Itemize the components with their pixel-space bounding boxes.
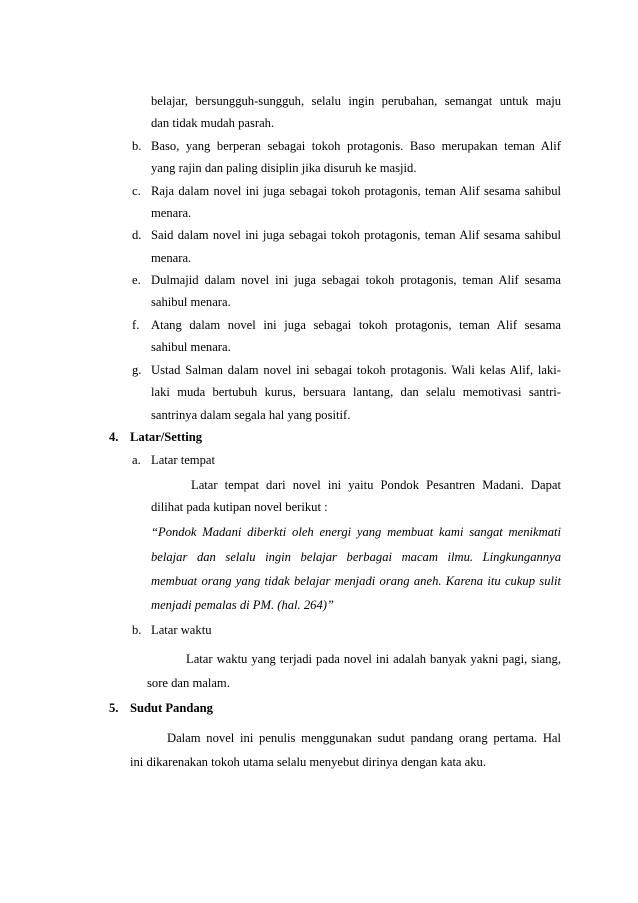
section-4-number: 4. (109, 430, 119, 444)
character-baso-line-1: Baso, yang berperan sebagai tokoh protagonis. Baso merupakan teman Alif (151, 139, 561, 153)
continuation-line-1: belajar, bersungguh-sungguh, selalu ingin perubahan, semangat untuk maju (151, 94, 561, 108)
latar-tempat-para-line-1: Latar tempat dari novel ini yaitu Pondok Pesantren Madani. Dapat (191, 478, 561, 492)
latar-tempat-label: Latar tempat (151, 453, 215, 467)
character-atang-line-1: Atang dalam novel ini juga sebagai tokoh protagonis, teman Alif sesama (151, 318, 561, 332)
quote-line-1: “Pondok Madani diberkti oleh energi yang membuat kami sangat menikmati (151, 525, 561, 539)
character-raja-line-1: Raja dalam novel ini juga sebagai tokoh protagonis, teman Alif sesama sahibul (151, 184, 561, 198)
character-salman-line-1: Ustad Salman dalam novel ini sebagai tokoh protagonis. Wali kelas Alif, laki- (151, 363, 561, 377)
character-said-line-1: Said dalam novel ini juga sebagai tokoh protagonis, teman Alif sesama sahibul (151, 228, 561, 242)
sudut-pandang-para-line-2: ini dikarenakan tokoh utama selalu menyebut dirinya dengan kata aku. (130, 755, 487, 769)
character-raja-line-2: menara. (151, 206, 192, 220)
character-said-line-2: menara. (151, 251, 192, 265)
list-marker-e: e. (132, 273, 141, 287)
section-5-title: Sudut Pandang (130, 701, 213, 715)
character-baso-line-2: yang rajin dan paling disiplin jika disuruh ke masjid. (151, 161, 417, 175)
list-marker-4a: a. (132, 453, 141, 467)
section-5-number: 5. (109, 701, 119, 715)
latar-tempat-para-line-2: dilihat pada kutipan novel berikut : (151, 500, 328, 514)
quote-line-4: menjadi pemalas di PM. (hal. 264)” (151, 598, 334, 612)
character-dulmajid-line-2: sahibul menara. (151, 295, 231, 309)
character-atang-line-2: sahibul menara. (151, 340, 231, 354)
list-marker-f: f. (132, 318, 140, 332)
latar-waktu-para-line-1: Latar waktu yang terjadi pada novel ini adalah banyak yakni pagi, siang, (186, 652, 561, 666)
continuation-line-2: dan tidak mudah pasrah. (151, 116, 275, 130)
list-marker-b: b. (132, 139, 142, 153)
character-dulmajid-line-1: Dulmajid dalam novel ini juga sebagai tokoh protagonis, teman Alif sesama (151, 273, 561, 287)
character-salman-line-3: santrinya dalam segala hal yang positif. (151, 408, 351, 422)
list-marker-4b: b. (132, 623, 142, 637)
latar-waktu-para-line-2: sore dan malam. (147, 676, 230, 690)
latar-waktu-label: Latar waktu (151, 623, 212, 637)
list-marker-c: c. (132, 184, 141, 198)
sudut-pandang-para-line-1: Dalam novel ini penulis menggunakan sudut pandang orang pertama. Hal (167, 731, 561, 745)
character-salman-line-2: laki muda bertubuh kurus, bersuara lantang, dan selalu memotivasi santri- (151, 385, 561, 399)
list-marker-d: d. (132, 228, 142, 242)
quote-line-2: belajar dan selalu ingin belajar berbagai macam ilmu. Lingkungannya (151, 550, 561, 564)
list-marker-g: g. (132, 363, 142, 377)
quote-line-3: membuat orang yang tidak belajar menjadi orang aneh. Karena itu cukup sulit (151, 574, 561, 588)
section-4-title: Latar/Setting (130, 430, 203, 444)
